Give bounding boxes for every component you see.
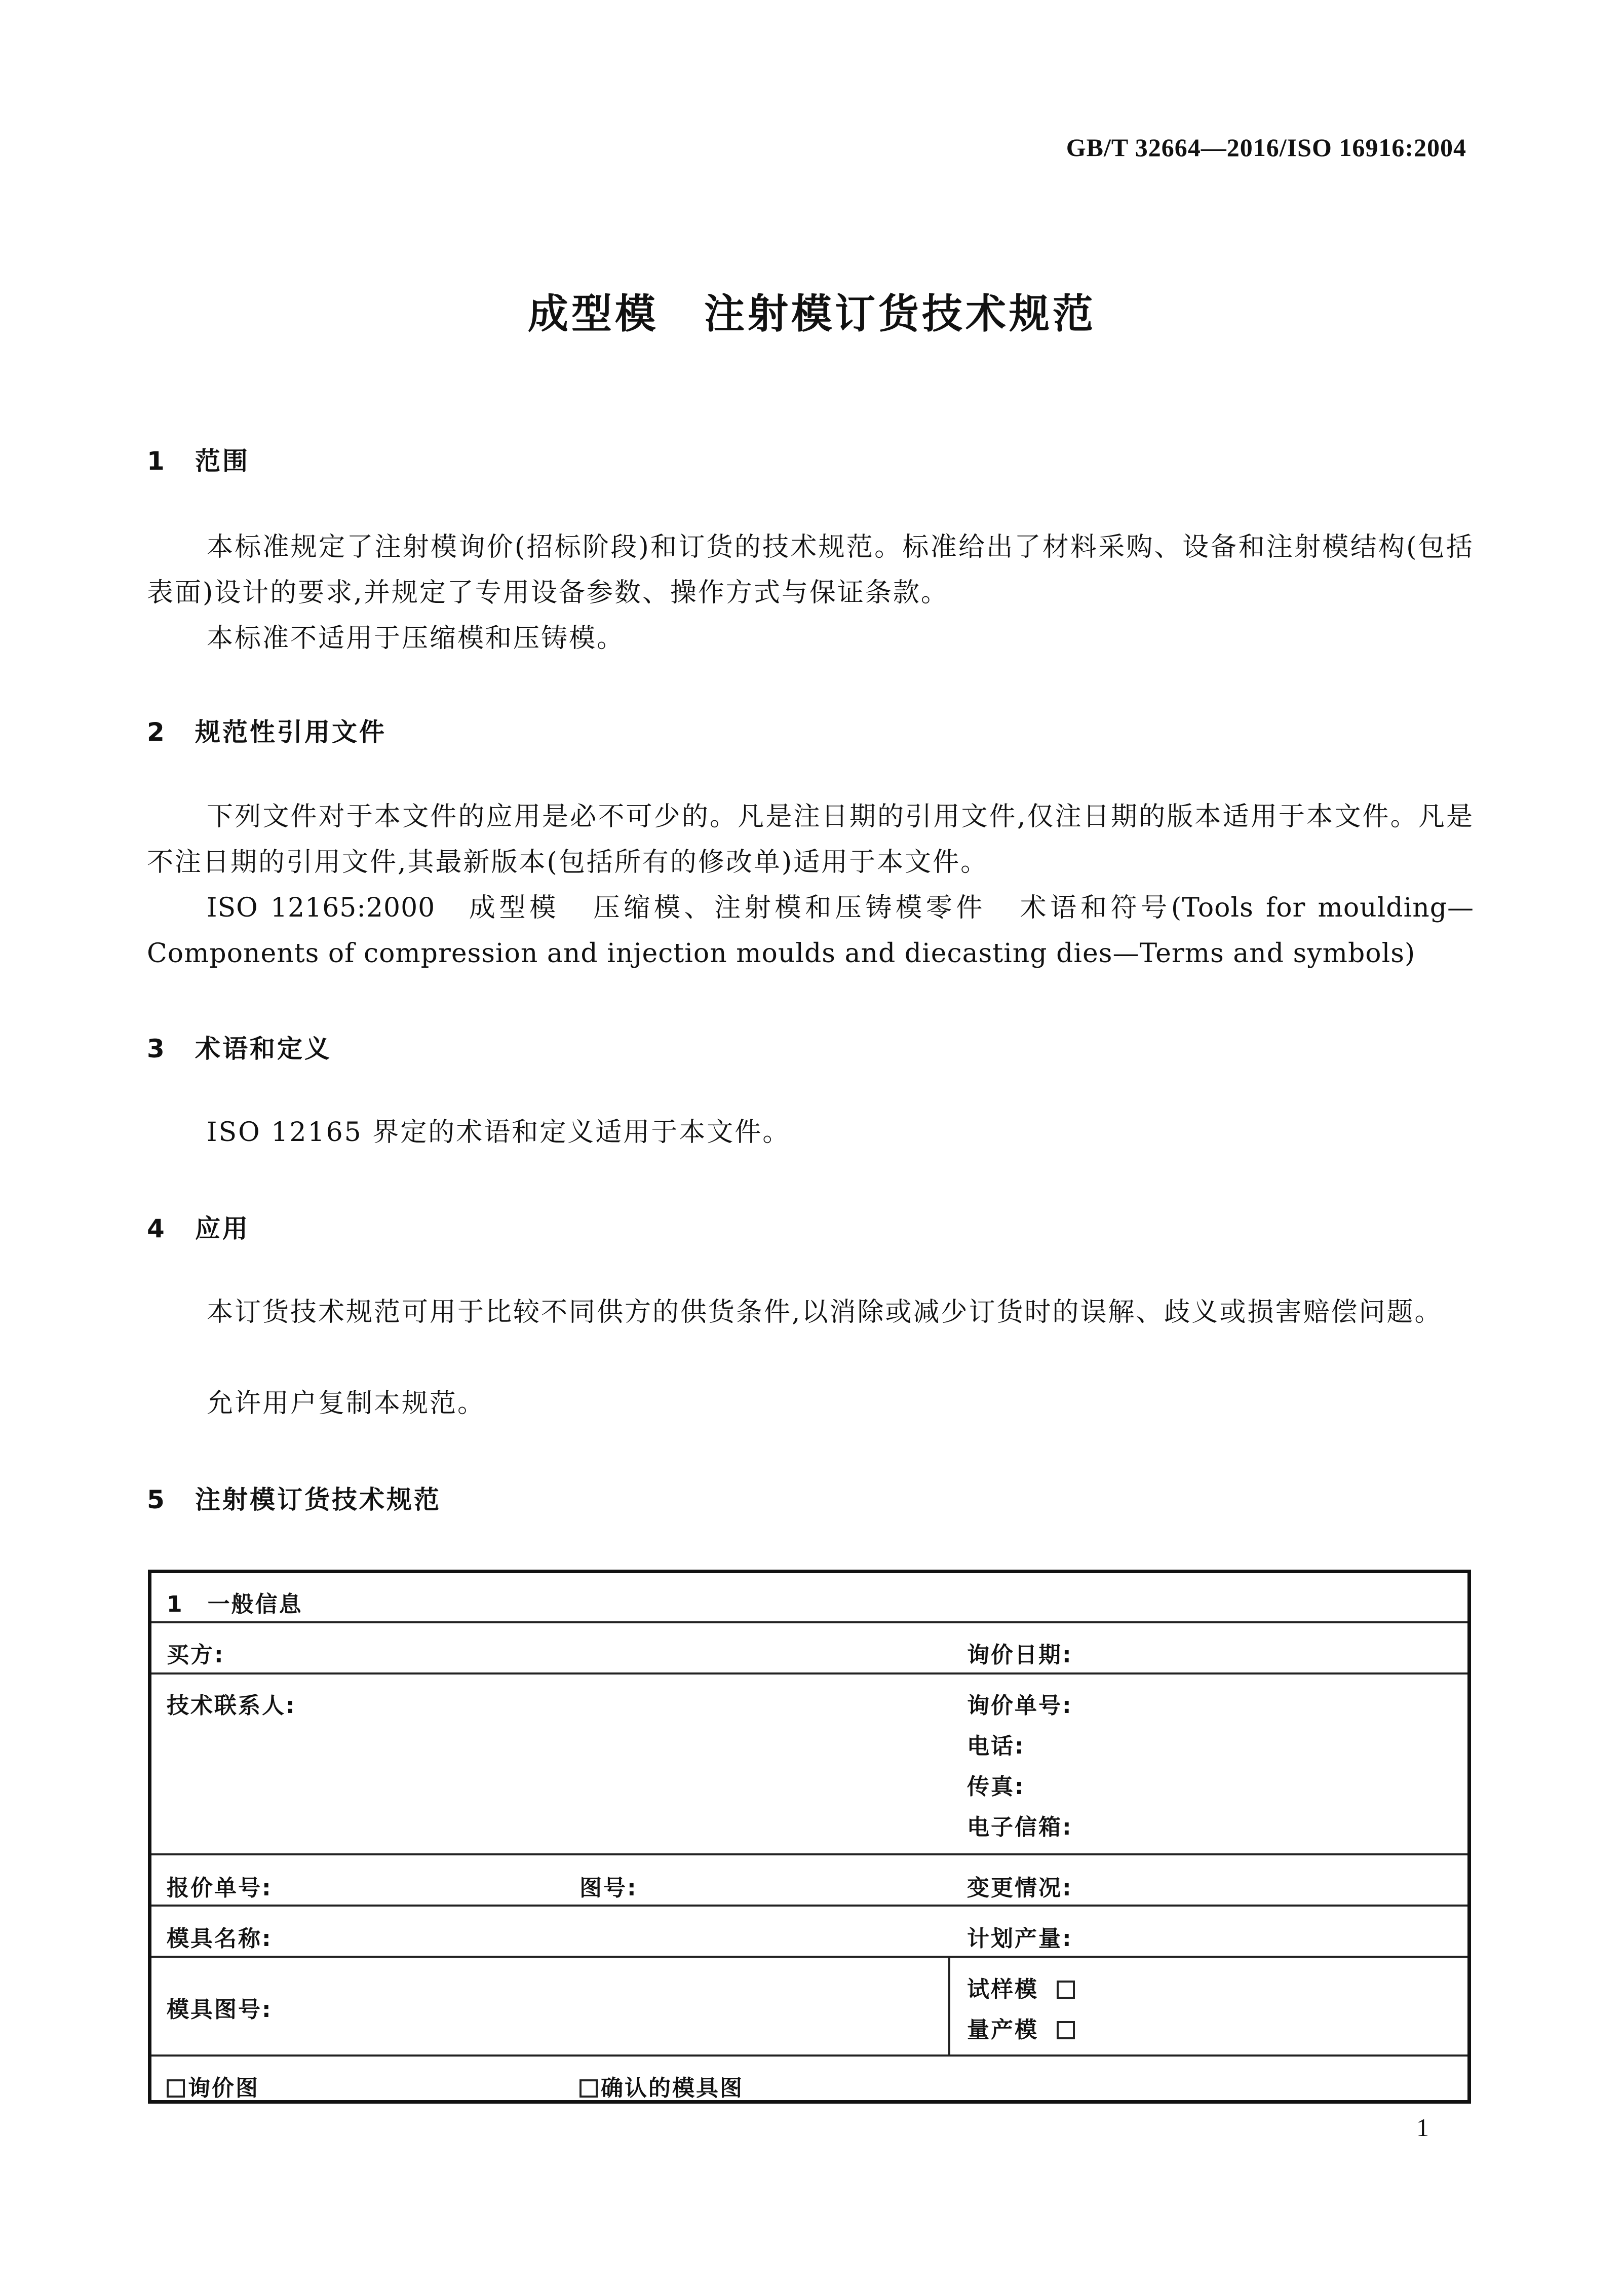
confirmed-drawing-label: 确认的模具图 bbox=[601, 2075, 744, 2101]
planned-output-label: 计划产量: bbox=[967, 1926, 1073, 1952]
tech-contact-label: 技术联系人: bbox=[167, 1693, 296, 1719]
quote-no-label: 报价单号: bbox=[167, 1875, 273, 1901]
section-4-paragraph-1: 本订货技术规范可用于比较不同供方的供货条件,以消除或减少订货时的误解、歧义或损害赔偿问题。 bbox=[207, 1297, 1443, 1327]
document-title bbox=[0, 281, 1624, 339]
section-3-paragraph-1: ISO 12165 界定的术语和定义适用于本文件。 bbox=[207, 1117, 791, 1148]
trial-mould-checkbox[interactable] bbox=[1057, 1981, 1075, 1999]
inquiry-no-label: 询价单号: bbox=[967, 1693, 1073, 1719]
fax-label: 传真: bbox=[967, 1774, 1025, 1800]
confirmed-drawing-option bbox=[579, 2070, 744, 2102]
phone-label: 电话: bbox=[967, 1733, 1025, 1759]
inquiry-drawing-option bbox=[167, 2070, 259, 2102]
form-section-title: 1 一般信息 bbox=[167, 1591, 303, 1617]
section-1-paragraph-1: 本标准规定了注射模询价(招标阶段)和订货的技术规范。标准给出了材料采购、设备和注射模结构(包括表面)设计的要求,并规定了专用设备参数、操作方式与保证条款。 bbox=[147, 532, 1474, 608]
title-part-1: 成型模 bbox=[528, 290, 659, 337]
page-number: 1 bbox=[1416, 2113, 1429, 2142]
drawing-no-label: 图号: bbox=[579, 1875, 638, 1901]
mould-name-label: 模具名称: bbox=[167, 1926, 273, 1952]
email-label: 电子信箱: bbox=[967, 1814, 1073, 1840]
change-status-label: 变更情况: bbox=[967, 1875, 1073, 1901]
trial-mould-label: 试样模 bbox=[967, 1976, 1038, 2002]
inquiry-drawing-checkbox[interactable] bbox=[167, 2079, 185, 2098]
production-mould-option bbox=[967, 2011, 1075, 2044]
section-2-paragraph-1: 下列文件对于本文件的应用是必不可少的。凡是注日期的引用文件,仅注日期的版本适用于本文件。凡是不注日期的引用文件,其最新版本(包括所有的修改单)适用于本文件。 bbox=[147, 802, 1474, 878]
section-1-paragraph-2: 本标准不适用于压缩模和压铸模。 bbox=[207, 623, 625, 654]
mould-drawing-no-label: 模具图号: bbox=[167, 1997, 273, 2023]
title-part-2: 注射模订货技术规范 bbox=[704, 290, 1096, 337]
inquiry-date-label: 询价日期: bbox=[967, 1642, 1073, 1668]
buyer-label: 买方: bbox=[167, 1642, 225, 1668]
confirmed-drawing-checkbox[interactable] bbox=[579, 2079, 598, 2098]
section-4-paragraph-2: 允许用户复制本规范。 bbox=[207, 1388, 486, 1419]
section-4-heading: 4 应用 bbox=[147, 1214, 250, 1243]
section-3-heading: 3 术语和定义 bbox=[147, 1034, 332, 1063]
section-5-heading: 5 注射模订货技术规范 bbox=[147, 1485, 441, 1514]
production-mould-checkbox[interactable] bbox=[1057, 2021, 1075, 2039]
production-mould-label: 量产模 bbox=[967, 2017, 1038, 2043]
normative-reference: ISO 12165:2000 成型模 压缩模、注射模和压铸模零件 术语和符号(Tools for moulding—Components of compression and injection moulds and diecasting dies—Terms and symbols) bbox=[147, 893, 1474, 969]
general-info-form bbox=[148, 1570, 1471, 2104]
inquiry-drawing-label: 询价图 bbox=[188, 2075, 259, 2101]
trial-mould-option bbox=[967, 1971, 1075, 2003]
section-1-heading: 1 范围 bbox=[147, 446, 250, 476]
standard-code: GB/T 32664—2016/ISO 16916:2004 bbox=[1066, 133, 1466, 162]
section-2-heading: 2 规范性引用文件 bbox=[147, 717, 386, 747]
